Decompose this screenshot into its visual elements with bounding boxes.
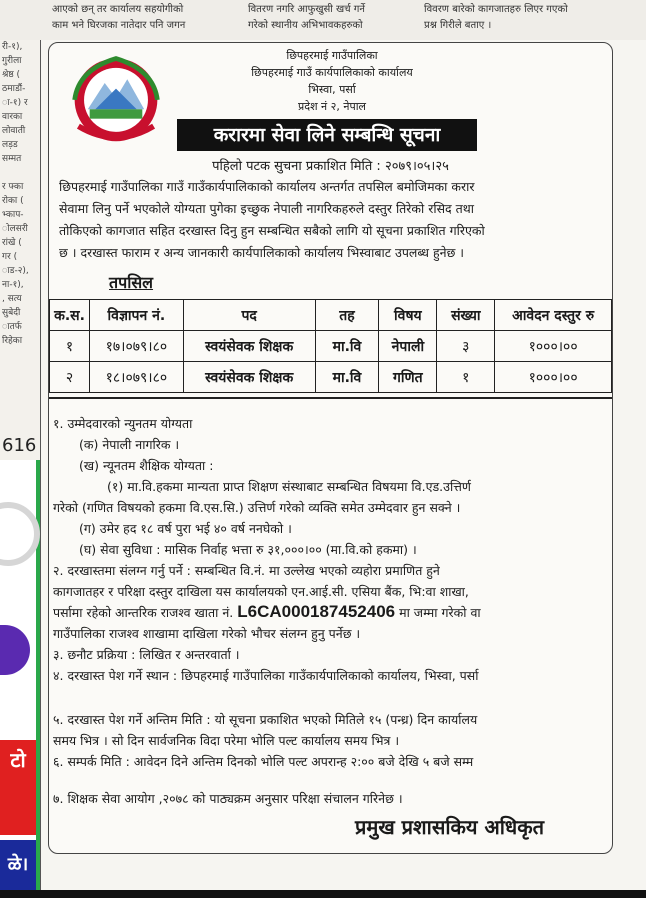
strip-col-2: वितरण नगरि आफुखुसी खर्च गर्ने गरेको स्थानीय अभिभावकहरुको (248, 4, 365, 31)
left-column-line: री-१), (2, 42, 23, 52)
table-cell: ३ (437, 331, 495, 362)
table-cell: नेपाली (379, 331, 437, 362)
col-header: पद (183, 300, 315, 331)
adjacent-article-strip (0, 0, 646, 40)
strip-col-1: आएको छन् तर कार्यालय सहयोगीको काम भने घिरजका नातेदार पनि जगन (52, 4, 186, 31)
documents-item: पर्सामा रहेको आन्तरिक राजश्व खाता नं. L6CA000187452406 मा जम्मा गरेको वा (53, 602, 481, 621)
deadline-item: ५. दरखास्त पेश गर्ने अन्तिम मिति : यो सूचना प्रकाशित भएको मितिले १५ (पन्ध्र) दिन कार्यालय (53, 712, 478, 727)
documents-item: कागजातहर र परिक्षा दस्तुर दाखिला यस कार्यालयको एन.आई.सी. एसिया बैंक, भि:वा शाखा, (53, 584, 469, 599)
left-column-line: गर ( (2, 252, 18, 262)
documents-item: २. दरखास्तमा संलग्न गर्नु पर्ने : सम्बन्धित वि.नं. मा उल्लेख भएको व्यहोरा प्रमाणित हुने (53, 563, 440, 578)
deadline-item: समय भित्र । सो दिन सार्वजनिक विदा परेमा भोलि पल्ट कार्यालय समय भित्र । (53, 733, 400, 748)
table-cell: १८।०७९।८० (89, 362, 183, 393)
table-header-row (50, 300, 612, 331)
table-cell: मा.वि (315, 362, 379, 393)
intro-paragraph: छिपहरमाई गाउँपालिका गाउँ गाउँकार्यपालिकाको कार्यालय अन्तर्गत तपसिल बमोजिमका करार सेवामा लिनु पर्ने भएकोले योग्यता पुगेका इच्छुक नेपाली नागरिकहरुले दस्तुर तिरेको रसिद तथा तोकिएको कागजात सहित दरखास्त दिनु हुन सम्बन्धित सबैको लागि यो सूचना प्रकाशित गरिएको छ । दरखास्त फाराम र अन्य जानकारी कार्यपालिकाको कार्यालय भिस्वाबाट उपलब्ध हुनेछ । (59, 179, 485, 260)
schedule-heading: तपसिल (109, 273, 154, 292)
col-header: आवेदन दस्तुर रु (495, 300, 612, 331)
table-cell: गणित (379, 362, 437, 393)
table-cell: मा.वि (315, 331, 379, 362)
vacancy-table (49, 299, 612, 393)
ad-blue-graphic (0, 625, 30, 675)
province-line: प्रदेश नं २, नेपाल (297, 100, 367, 113)
side-advertisement (0, 460, 40, 890)
requirement-item: (घ) सेवा सुविधा : मासिक निर्वाह भत्ता रु ३१,०००।०० (मा.वि.को हकमा) । (79, 542, 417, 557)
left-column-line: वारका (2, 112, 23, 122)
table-cell: १०००।०० (495, 331, 612, 362)
table-cell: १ (437, 362, 495, 393)
left-column-lines (0, 40, 40, 348)
table-cell: २ (50, 362, 90, 393)
contact-item: ६. सम्पर्क मिति : आवेदन दिने अन्तिम दिनको भोलि पल्ट अपरान्ह २:०० बजे देखि ५ बजे सम्म (53, 754, 474, 769)
application-place: ४. दरखास्त पेश गर्ने स्थान : छिपहरमाई गाउँपालिका गाउँकार्यपालिकाको कार्यालय, भिस्वा, पर्सा (53, 668, 479, 683)
requirement-heading: १. उम्मेदवारको न्युनतम योग्यता (53, 416, 193, 431)
notice-title: करारमा सेवा लिने सम्बन्धि सूचना (177, 119, 477, 151)
signature-title: प्रमुख प्रशासकिय अधिकृत (355, 815, 544, 839)
notice-box (48, 42, 613, 854)
left-column-line: सुबेदी (2, 308, 21, 318)
bank-account-number: L6CA000187452406 (237, 602, 396, 621)
left-column-line: लोवाती (2, 126, 26, 136)
table-cell: १०००।०० (495, 362, 612, 393)
ad-blue-block: ळे। (0, 840, 36, 890)
left-column-line (2, 166, 40, 180)
documents-item: गाउँपालिका राजश्व शाखामा दाखिला गरेको भौचर संलग्न हुनु पर्नेछ । (53, 626, 361, 641)
left-column-line: , सत्य (2, 294, 22, 304)
left-column-line: श्रेष्ठ ( (2, 70, 21, 80)
left-column-line: ा-१) र (2, 98, 28, 108)
requirement-item: (ग) उमेर हद १८ वर्ष पुरा भई ४० वर्ष ननघेको । (79, 521, 292, 536)
left-column-line: गुरीला (2, 56, 22, 66)
table-cell: स्वयंसेवक शिक्षक (183, 331, 315, 362)
requirement-item: (क) नेपाली नागरिक । (79, 437, 180, 452)
left-column-line: ना-१), (2, 280, 24, 290)
table-row (50, 331, 612, 362)
left-column-line: ातर्फ (2, 322, 22, 332)
left-column-line: ाड-२), (2, 266, 29, 276)
left-column-line: रांखे ( (2, 238, 22, 248)
office-name-line-1: छिपहरमाई गाउँपालिका (286, 49, 378, 62)
bottom-edge (0, 890, 646, 898)
col-header: विज्ञापन नं. (89, 300, 183, 331)
col-header: संख्या (437, 300, 495, 331)
left-column-line: सम्मत (2, 154, 22, 164)
selection-process: ३. छनौट प्रक्रिया : लिखित र अन्तरवार्ता । (53, 647, 240, 662)
requirement-item: गरेको (गणित विषयको हकमा वि.एस.सि.) उत्तिर्ण गरेको व्यक्ति समेत उम्मेदवार हुन सक्ने । (53, 500, 461, 515)
left-column-line: र फ्का (2, 182, 24, 192)
table-cell: १ (50, 331, 90, 362)
table-row (50, 362, 612, 393)
publish-date: पहिलो पटक सुचना प्रकाशित मिति : २०७९।०५।२५ (212, 159, 449, 174)
col-header: क.स. (50, 300, 90, 331)
left-column-line: भ्काप- (2, 210, 24, 220)
left-column-line: ठमाडौं- (2, 84, 26, 94)
col-header: तह (315, 300, 379, 331)
office-address: भिस्वा, पर्सा (308, 83, 356, 96)
table-cell: १७।०७९।८० (89, 331, 183, 362)
nepal-emblem-icon (69, 51, 163, 145)
strip-col-3: विवरण बारेको कागजातहरु लिएर गएको प्रश्न गिरीले बताए । (424, 4, 568, 31)
table-cell: स्वयंसेवक शिक्षक (183, 362, 315, 393)
requirement-item: (१) मा.वि.हकमा मान्यता प्राप्त शिक्षण संस्थाबाट सम्बन्धित विषयमा वि.एड.उत्तिर्ण (107, 479, 471, 494)
ad-red-block: टो (0, 740, 36, 835)
ad-number: 616 (2, 435, 37, 456)
office-name-line-2: छिपहरमाई गाउँ कार्यपालिकाको कार्यालय (251, 66, 413, 79)
left-column-line: लड़ड (2, 140, 18, 150)
left-column-line: ोलसरी (2, 224, 28, 234)
column-divider (40, 40, 41, 890)
col-header: विषय (379, 300, 437, 331)
adjacent-article-left (0, 40, 40, 890)
exam-item: ७. शिक्षक सेवा आयोग ,२०७८ को पाठ्यक्रम अनुसार परिक्षा संचालन गरिनेछ । (53, 791, 403, 806)
requirement-item: (ख) न्यूनतम शैक्षिक योग्यता : (79, 458, 214, 473)
ad-circle-graphic (0, 502, 40, 566)
left-column-line: रोका ( (2, 196, 24, 206)
table-bottom-rule (49, 397, 612, 399)
left-column-line: रिहेका (2, 336, 23, 346)
